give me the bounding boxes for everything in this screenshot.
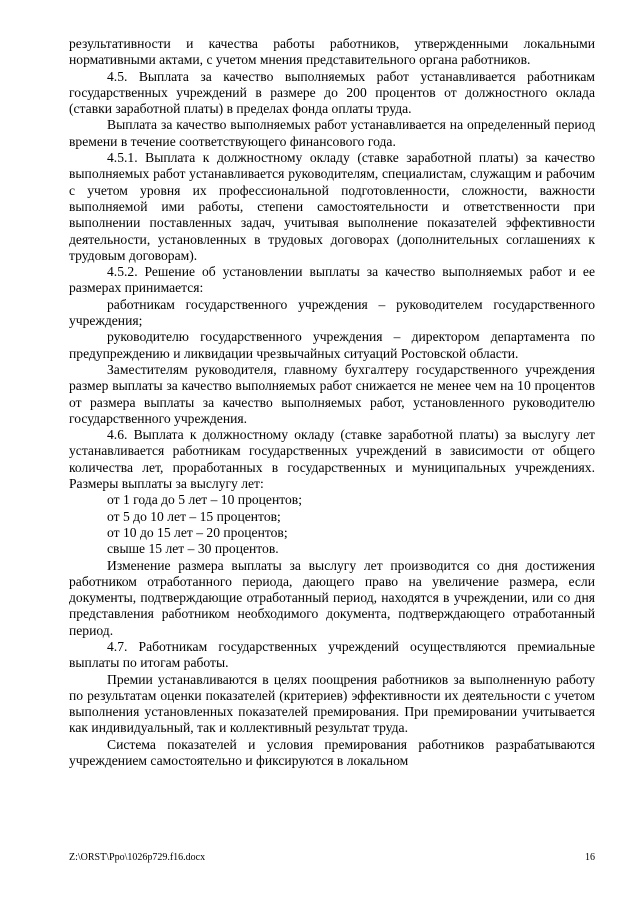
paragraph-11: 4.7. Работникам государственных учреждений осуществляются премиальные выплаты по итогам работы. (69, 638, 595, 671)
paragraph-8: Заместителям руководителя, главному бухгалтеру государственного учреждения размер выплаты за качество выполняемых работ снижается не менее чем на 10 процентов от размера выплаты за качество выполняемых работ, установленного руководителю государственного учреждения. (69, 361, 595, 426)
page-number: 16 (585, 852, 595, 863)
paragraph-12: Премии устанавливаются в целях поощрения работников за выполненную работу по результатам оценки показателей (критериев) эффективности их деятельности с учетом выполнения установленных показателей премирования. При премировании учитывается как индивидуальный, так и коллективный результат труда. (69, 671, 595, 736)
page-footer (69, 852, 595, 863)
paragraph-10: Изменение размера выплаты за выслугу лет производится со дня достижения работником отработанного периода, дающего право на увеличение размера, если документы, подтверждающие отработанный период, находятся в учреждении, или со дня представления работником необходимого документа, подтверждающего отработанный период. (69, 557, 595, 638)
paragraph-4: 4.5.1. Выплата к должностному окладу (ставке заработной платы) за качество выполняемых работ устанавливается руководителям, специалистам, служащим и рабочим с учетом уровня их профессиональной подготовленности, сложности, важности выполняемой ими работы, степени самостоятельности и ответственности при выполнении поставленных задач, учитывая выполнение показателей эффективности деятельности, установленных в трудовых договорах (дополнительных соглашениях к трудовым договорам). (69, 150, 595, 263)
file-path: Z:\ORST\Ppo\1026p729.f16.docx (69, 852, 206, 863)
paragraph-13: Система показателей и условия премирования работников разрабатываются учреждением самостоятельно и фиксируются в локальном (69, 736, 595, 769)
paragraph-6: работникам государственного учреждения – руководителем государственного учреждения; (69, 296, 595, 329)
list-item-3: от 10 до 15 лет – 20 процентов; (107, 524, 288, 540)
paragraph-3: Выплата за качество выполняемых работ устанавливается на определенный период времени в течение соответствующего финансового года. (69, 117, 595, 149)
list-item-4: свыше 15 лет – 30 процентов. (107, 541, 279, 557)
paragraph-5: 4.5.2. Решение об установлении выплаты за качество выполняемых работ и ее размерах принимается: (69, 264, 595, 296)
list-item-1: от 1 года до 5 лет – 10 процентов; (107, 492, 302, 508)
paragraph-7: руководителю государственного учреждения – директором департамента по предупреждению и ликвидации чрезвычайных ситуаций Ростовской области. (69, 329, 595, 361)
paragraph-9: 4.6. Выплата к должностному окладу (ставке заработной платы) за выслугу лет устанавливается работникам государственных учреждений в зависимости от общего количества лет, проработанных в государственных и муниципальных учреждениях. Размеры выплаты за выслугу лет: (69, 427, 595, 492)
paragraph-1: результативности и качества работы работников, утвержденными локальными нормативными актами, с учетом мнения представительного органа работников. (69, 36, 595, 68)
document-body (69, 36, 595, 769)
list-item-2: от 5 до 10 лет – 15 процентов; (107, 508, 281, 524)
paragraph-2: 4.5. Выплата за качество выполняемых работ устанавливается работникам государственных учреждений в размере до 200 процентов от должностного оклада (ставки заработной платы) в пределах фонда оплаты труда. (69, 68, 595, 117)
